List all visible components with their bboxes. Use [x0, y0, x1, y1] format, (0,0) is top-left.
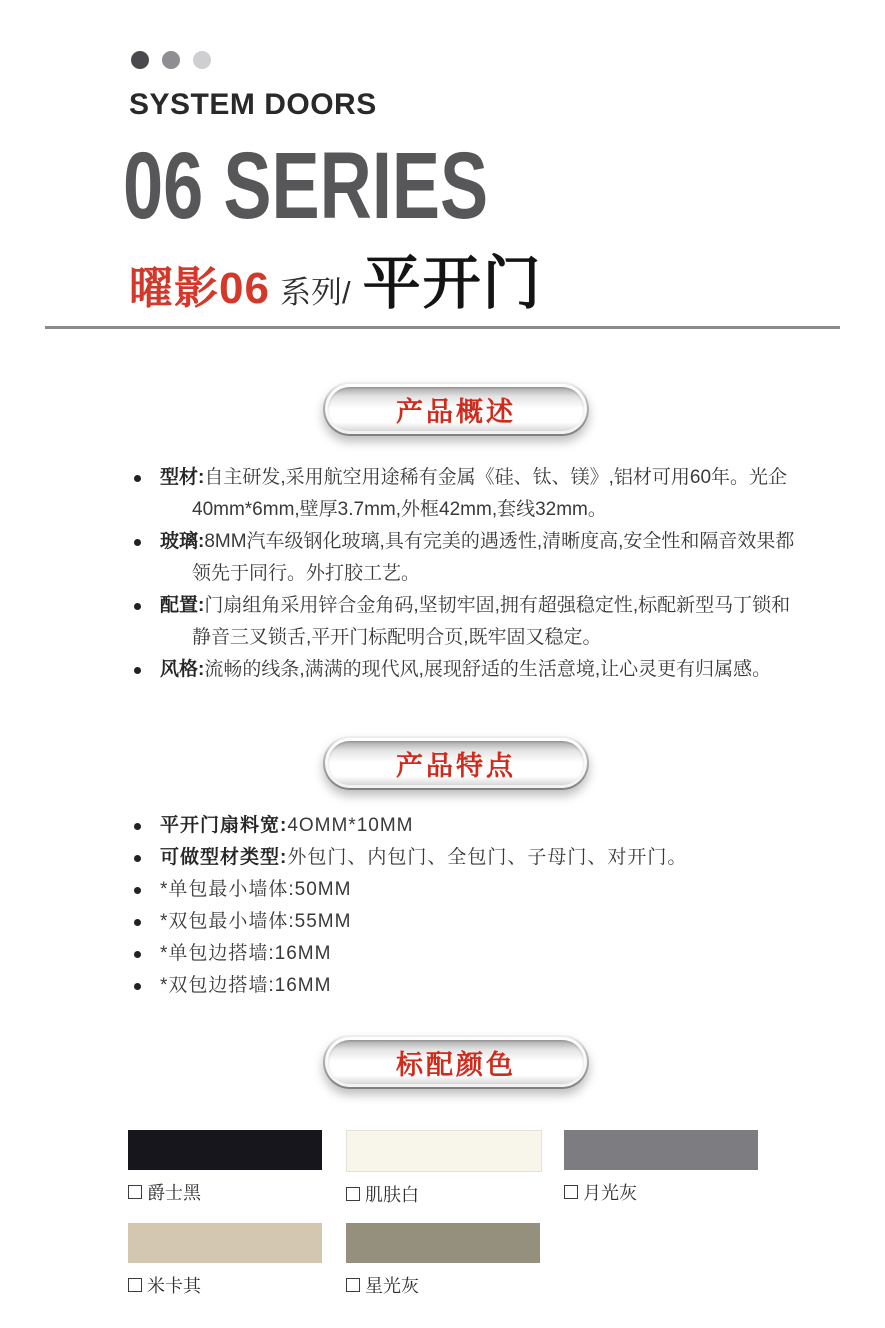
- color-label: [346, 1181, 540, 1207]
- section-pill-colors: [323, 1035, 589, 1089]
- series-title: 06 SERIES: [123, 133, 489, 239]
- pill-face: [328, 741, 584, 785]
- list-item: [132, 938, 687, 970]
- color-label: [128, 1179, 322, 1205]
- color-name: 月光灰: [583, 1183, 637, 1203]
- item-label: 平开门扇料宽:: [160, 815, 288, 836]
- checkbox-icon: [564, 1185, 578, 1199]
- pill-ring: [325, 738, 587, 788]
- item-label: 配置:: [160, 595, 205, 616]
- divider: [45, 326, 840, 329]
- item-label: 可做型材类型:: [160, 847, 288, 868]
- list-item: [132, 590, 794, 654]
- color-name: 肌肤白: [365, 1185, 419, 1205]
- item-text: 4OMM*10MM: [287, 815, 414, 836]
- color-name: 爵士黑: [147, 1183, 201, 1203]
- list-item: [132, 526, 794, 590]
- color-chip: [346, 1223, 540, 1263]
- item-label: 型材:: [160, 467, 205, 488]
- item-label: 玻璃:: [160, 531, 205, 552]
- item-text: *双包最小墙体:55MM: [160, 911, 352, 932]
- checkbox-icon: [128, 1185, 142, 1199]
- item-text: *双包边搭墙:16MM: [160, 975, 332, 996]
- list-item: [132, 970, 687, 1002]
- color-swatch-item: [128, 1130, 322, 1207]
- cn-series-label: 系列/: [279, 275, 351, 310]
- color-name: 星光灰: [365, 1276, 419, 1296]
- color-swatch-item: [346, 1130, 540, 1207]
- color-swatch-item: [346, 1223, 540, 1298]
- color-label: [346, 1272, 540, 1298]
- dot-icon: [162, 51, 180, 69]
- checkbox-icon: [128, 1278, 142, 1292]
- color-chip: [564, 1130, 758, 1170]
- page-subtitle: SYSTEM DOORS: [129, 88, 377, 121]
- section-title-colors: 标配颜色: [396, 1049, 516, 1080]
- pill-face: [328, 1040, 584, 1084]
- color-chip: [346, 1130, 542, 1172]
- checkbox-icon: [346, 1278, 360, 1292]
- section-pill-overview: [323, 382, 589, 436]
- pill-face: [328, 387, 584, 431]
- item-label: 风格:: [160, 659, 205, 680]
- dot-icon: [131, 51, 149, 69]
- cn-brand-name: 曜影06: [129, 264, 270, 313]
- pagination-dots: [131, 51, 211, 69]
- overview-list: [132, 462, 794, 686]
- dot-icon: [193, 51, 211, 69]
- list-item: [132, 654, 794, 686]
- cn-door-type: 平开门: [362, 251, 543, 316]
- item-text-continued: 领先于同行。外打胶工艺。: [192, 563, 421, 584]
- list-item: [132, 810, 687, 842]
- item-text: 外包门、内包门、全包门、子母门、对开门。: [287, 847, 688, 868]
- pill-ring: [325, 1037, 587, 1087]
- color-name: 米卡其: [147, 1276, 201, 1296]
- color-label: [128, 1272, 322, 1298]
- item-text: 自主研发,采用航空用途稀有金属《硅、钛、镁》,铝材可用60年。光企: [204, 467, 788, 488]
- color-chip: [128, 1223, 322, 1263]
- item-text: 门扇组角采用锌合金角码,坚韧牢固,拥有超强稳定性,标配新型马丁锁和: [204, 595, 791, 616]
- features-list: [132, 810, 687, 1002]
- item-text: *单包最小墙体:50MM: [160, 879, 352, 900]
- color-chip: [128, 1130, 322, 1170]
- section-title-features: 产品特点: [396, 750, 516, 781]
- list-item: [132, 874, 687, 906]
- list-item: [132, 842, 687, 874]
- section-pill-features: [323, 736, 589, 790]
- section-title-overview: 产品概述: [396, 396, 516, 427]
- color-swatch-item: [564, 1130, 758, 1207]
- list-item: [132, 462, 794, 526]
- color-swatch-item: [128, 1223, 322, 1298]
- color-swatches: [128, 1130, 768, 1298]
- item-text-continued: 40mm*6mm,壁厚3.7mm,外框42mm,套线32mm。: [192, 499, 607, 520]
- item-text: 流畅的线条,满满的现代风,展现舒适的生活意境,让心灵更有归属感。: [204, 659, 772, 680]
- list-item: [132, 906, 687, 938]
- item-text-continued: 静音三叉锁舌,平开门标配明合页,既牢固又稳定。: [192, 627, 602, 648]
- cn-title: [129, 236, 543, 320]
- item-text: 8MM汽车级钢化玻璃,具有完美的遇透性,清晰度高,安全性和隔音效果都: [204, 531, 795, 552]
- item-text: *单包边搭墙:16MM: [160, 943, 332, 964]
- checkbox-icon: [346, 1187, 360, 1201]
- pill-ring: [325, 384, 587, 434]
- color-label: [564, 1179, 758, 1205]
